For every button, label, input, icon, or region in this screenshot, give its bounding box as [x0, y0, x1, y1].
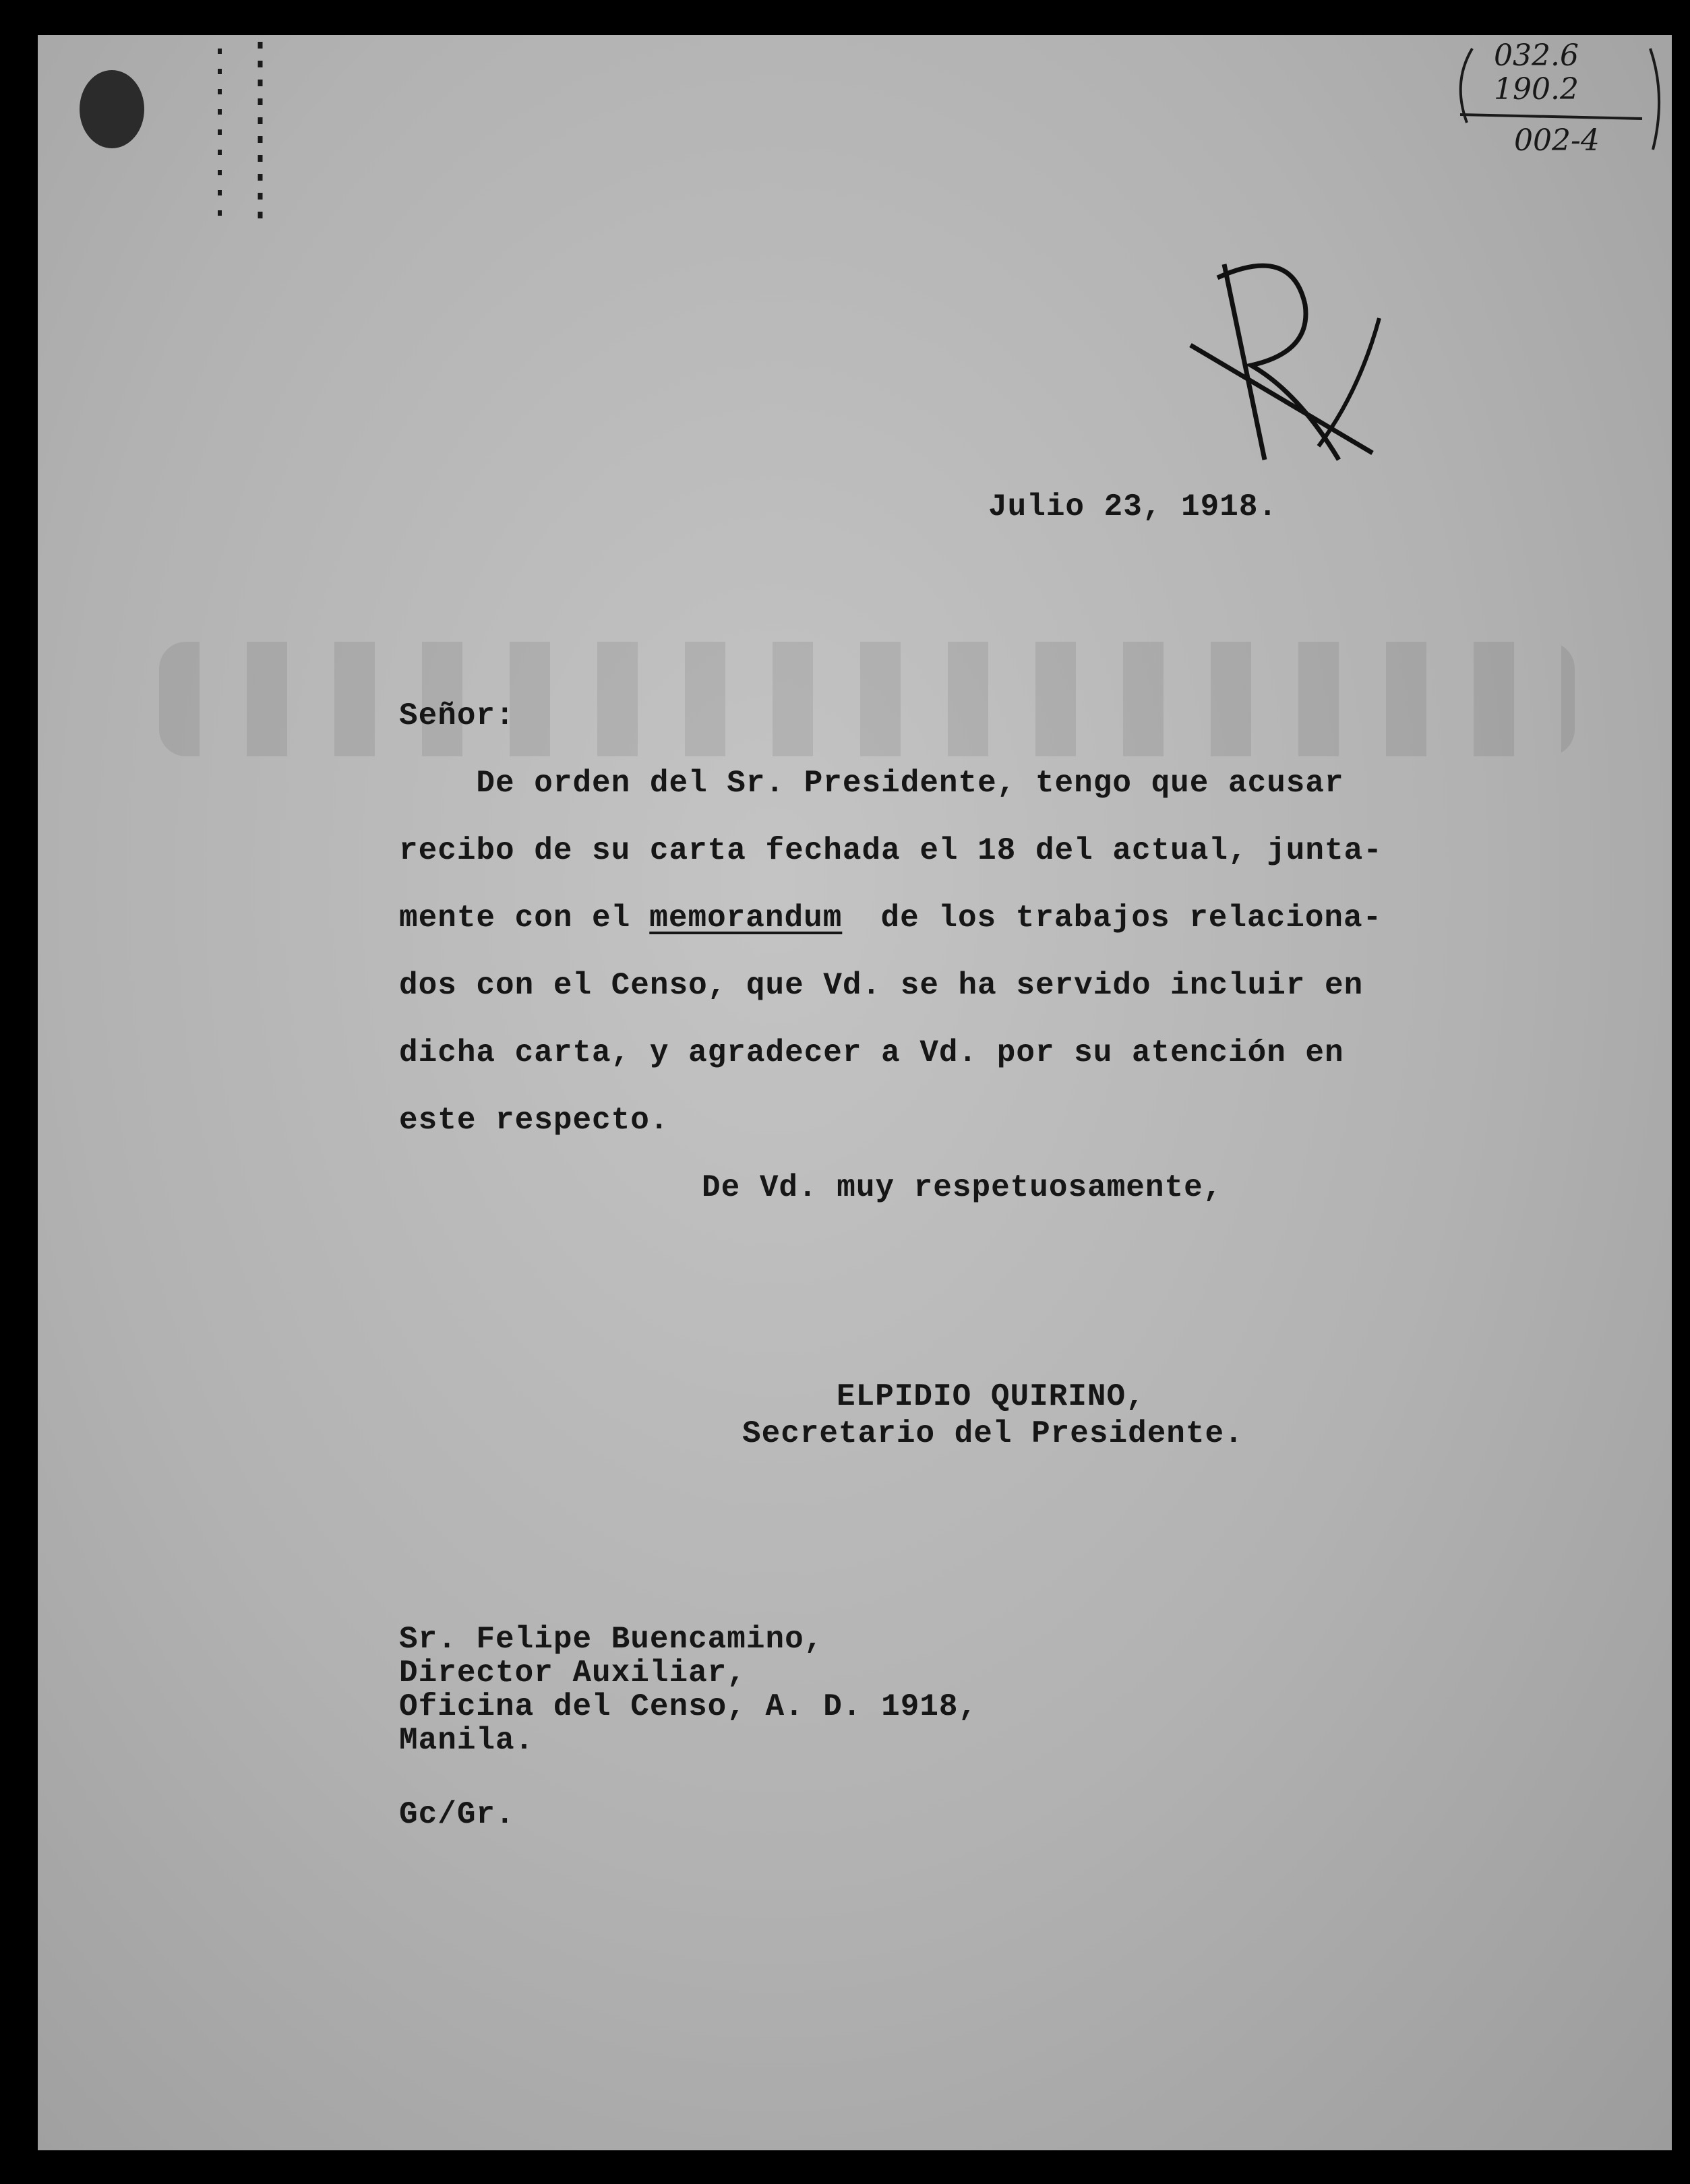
file-number-1: 032.6 — [1494, 38, 1579, 73]
letter-date: Julio 23, 1918. — [988, 489, 1278, 524]
letter-page — [38, 35, 1672, 2150]
signatory-title: Secretario del Presidente. — [742, 1416, 1244, 1451]
body-line: dicha carta, y agradecer a Vd. por su atención en — [399, 1035, 1344, 1070]
reference-initials: Gc/Gr. — [399, 1797, 515, 1832]
body-line: recibo de su carta fechada el 18 del actual, junta- — [399, 833, 1383, 868]
file-number-annotation — [1440, 35, 1669, 170]
recipient-line: Director Auxiliar, — [399, 1656, 746, 1691]
body-line: este respecto. — [399, 1103, 669, 1138]
body-line — [399, 884, 1382, 952]
closing: De Vd. muy respetuosamente, — [702, 1170, 1223, 1205]
ink-blot — [80, 70, 144, 148]
bleed-through-letterhead — [159, 642, 1575, 756]
body-line: dos con el Censo, que Vd. se ha servido incluir en — [399, 968, 1364, 1003]
salutation: Señor: — [399, 698, 515, 733]
binding-marks — [38, 35, 307, 305]
recipient-line: Oficina del Censo, A. D. 1918, — [399, 1689, 978, 1724]
signatory-name: ELPIDIO QUIRINO, — [837, 1379, 1145, 1414]
handwritten-initial-mark — [1177, 257, 1406, 500]
recipient-line: Sr. Felipe Buencamino, — [399, 1622, 824, 1657]
body-line: De orden del Sr. Presidente, tengo que acusar — [399, 766, 1344, 801]
body-line-start: mente con el — [399, 901, 631, 936]
file-number-3: 002-4 — [1514, 123, 1600, 158]
file-number-2: 190.2 — [1494, 72, 1579, 107]
underlined-memorandum: memorandum — [649, 901, 843, 936]
recipient-line: Manila. — [399, 1723, 535, 1758]
body-line-end: de los trabajos relaciona- — [842, 901, 1383, 936]
